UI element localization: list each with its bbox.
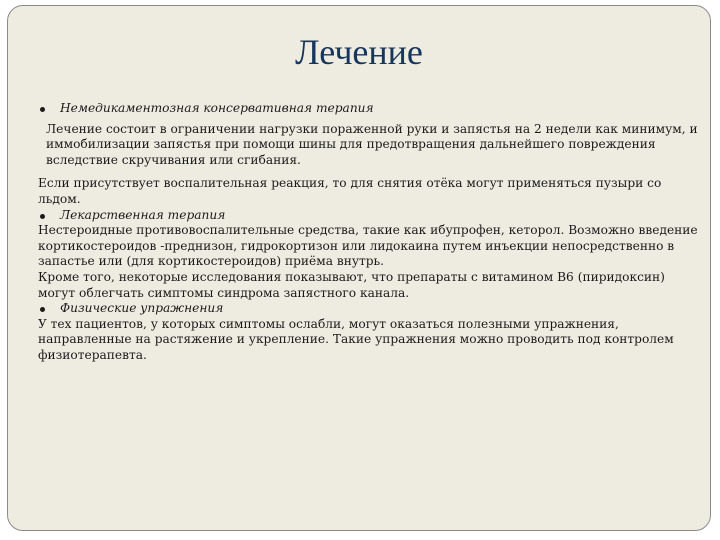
paragraph-nonmedical-2: Если присутствует воспалительная реакция, то для снятия отёка могут применяться пузыри со льдом. <box>38 176 662 206</box>
slide <box>7 5 711 531</box>
bullet-heading-drug-therapy: Лекарственная терапия <box>38 208 698 224</box>
paragraph-drug-1: Нестероидные противовоспалительные средства, такие как ибупрофен, кеторол. Возможно введение кортикостероидов -преднизон, гидрокортизон или лидокаина путем инъекции непосредственно в запастье или (для кортикостероидов) приёма внутрь. <box>38 223 698 269</box>
paragraph-drug-2: Кроме того, некоторые исследования показывают, что препараты с витамином B6 (пиридоксин) могут облегчать симптомы синдрома запястного канала. <box>38 269 665 300</box>
bullet-heading-exercises: Физические упражнения <box>38 301 698 317</box>
slide-body <box>38 101 698 364</box>
paragraph-nonmedical-1: Лечение состоит в ограничении нагрузки пораженной руки и запястья на 2 недели как минимум, и иммобилизации запястья при помощи шины для предотвращения дальнейшего повреждения вследствие скручивания или сгибания. <box>46 121 698 167</box>
bullet-heading-nonmedical: Немедикаментозная консервативная терапия <box>38 101 698 117</box>
paragraph-exercises-1: У тех пациентов, у которых симптомы ослабли, могут оказаться полезными упражнения, направленные на растяжение и укрепление. Такие упражнения можно проводить под контролем физиотерапевта. <box>38 316 674 362</box>
slide-title: Лечение <box>295 32 423 72</box>
